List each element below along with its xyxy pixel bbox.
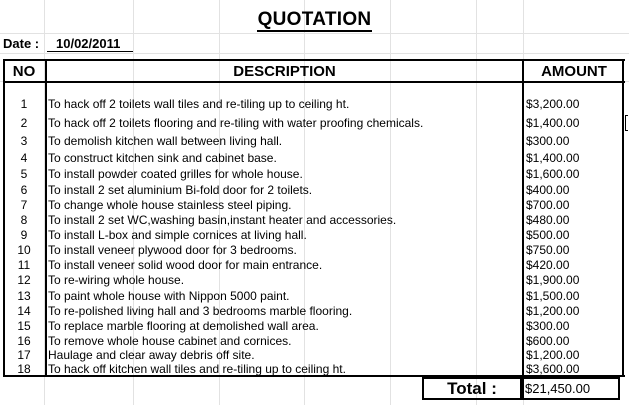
row-amount-cell[interactable]: $1,200.00 bbox=[526, 304, 580, 318]
row-amount-cell[interactable]: $750.00 bbox=[526, 243, 570, 257]
row-number-cell[interactable]: 15 bbox=[17, 319, 31, 333]
quotation-title: QUOTATION bbox=[257, 9, 372, 30]
row-number-cell[interactable]: 11 bbox=[17, 258, 31, 272]
row-number-cell[interactable]: 2 bbox=[20, 116, 28, 130]
row-amount-cell[interactable]: $420.00 bbox=[526, 258, 570, 272]
row-number-cell[interactable]: 12 bbox=[17, 273, 31, 287]
date-cell[interactable]: 10/02/2011 bbox=[47, 35, 133, 52]
row-amount-cell[interactable]: $1,400.00 bbox=[526, 116, 580, 130]
row-number-cell[interactable]: 6 bbox=[20, 183, 28, 197]
header-top-border bbox=[3, 59, 625, 61]
row-number-cell[interactable]: 7 bbox=[20, 198, 28, 212]
row-amount-cell[interactable]: $300.00 bbox=[526, 134, 570, 148]
total-label: Total : bbox=[422, 377, 522, 400]
row-number-cell[interactable]: 9 bbox=[20, 228, 28, 242]
row-description-cell[interactable]: To install veneer plywood door for 3 bedrooms. bbox=[48, 243, 297, 257]
row-number-cell[interactable]: 13 bbox=[17, 289, 31, 303]
row-description-cell[interactable]: To install veneer solid wood door for main entrance. bbox=[48, 258, 323, 272]
table-right-border bbox=[622, 59, 624, 377]
row-number-cell[interactable]: 18 bbox=[17, 362, 31, 376]
row-number-cell[interactable]: 3 bbox=[20, 134, 28, 148]
row-number-cell[interactable]: 14 bbox=[17, 304, 31, 318]
row-number-cell[interactable]: 16 bbox=[17, 334, 31, 348]
row-amount-cell[interactable]: $1,900.00 bbox=[526, 273, 580, 287]
no-description-divider bbox=[45, 59, 47, 377]
row-description-cell[interactable]: To hack off 2 toilets flooring and re-tiling with water proofing chemicals. bbox=[48, 116, 424, 130]
header-bottom-border bbox=[3, 81, 625, 83]
column-header-amount[interactable]: AMOUNT bbox=[541, 63, 607, 80]
column-header-no[interactable]: NO bbox=[12, 63, 36, 80]
row-amount-cell[interactable]: $400.00 bbox=[526, 183, 570, 197]
row-description-cell[interactable]: To paint whole house with Nippon 5000 paint. bbox=[48, 289, 290, 303]
row-amount-cell[interactable]: $600.00 bbox=[526, 334, 570, 348]
cell-selection-edge bbox=[625, 115, 628, 131]
row-number-cell[interactable]: 10 bbox=[17, 243, 31, 257]
row-amount-cell[interactable]: $700.00 bbox=[526, 198, 570, 212]
row-description-cell[interactable]: To construct kitchen sink and cabinet base. bbox=[48, 151, 277, 165]
row-description-cell[interactable]: To replace marble flooring at demolished wall area. bbox=[48, 319, 319, 333]
row-number-cell[interactable]: 1 bbox=[20, 97, 28, 111]
row-amount-cell[interactable]: $1,600.00 bbox=[526, 167, 580, 181]
row-amount-cell[interactable]: $480.00 bbox=[526, 213, 570, 227]
row-number-cell[interactable]: 8 bbox=[20, 213, 28, 227]
row-description-cell[interactable]: To re-polished living hall and 3 bedrooms marble flooring. bbox=[48, 304, 353, 318]
row-description-cell[interactable]: To change whole house stainless steel piping. bbox=[48, 198, 292, 212]
row-amount-cell[interactable]: $3,600.00 bbox=[526, 362, 580, 376]
row-description-cell[interactable]: To demolish kitchen wall between living hall. bbox=[48, 134, 283, 148]
description-amount-divider bbox=[522, 59, 524, 400]
row-description-cell[interactable]: To re-wiring whole house. bbox=[48, 273, 185, 287]
row-description-cell[interactable]: To hack off kitchen wall tiles and re-tiling up to ceiling ht. bbox=[48, 362, 346, 376]
row-amount-cell[interactable]: $1,500.00 bbox=[526, 289, 580, 303]
row-amount-cell[interactable]: $300.00 bbox=[526, 319, 570, 333]
row-amount-cell[interactable]: $1,400.00 bbox=[526, 151, 580, 165]
row-description-cell[interactable]: Haulage and clear away debris off site. bbox=[48, 348, 255, 362]
date-label: Date : bbox=[3, 36, 40, 51]
row-number-cell[interactable]: 5 bbox=[20, 167, 28, 181]
row-number-cell[interactable]: 17 bbox=[17, 348, 31, 362]
row-number-cell[interactable]: 4 bbox=[20, 151, 28, 165]
row-description-cell[interactable]: To install 2 set WC,washing basin,instant heater and accessories. bbox=[48, 213, 397, 227]
row-description-cell[interactable]: To hack off 2 toilets wall tiles and re-tiling up to ceiling ht. bbox=[48, 97, 350, 111]
row-amount-cell[interactable]: $500.00 bbox=[526, 228, 570, 242]
column-header-description[interactable]: DESCRIPTION bbox=[233, 63, 336, 80]
total-amount[interactable]: $21,450.00 bbox=[522, 377, 620, 400]
row-amount-cell[interactable]: $1,200.00 bbox=[526, 348, 580, 362]
row-description-cell[interactable]: To install powder coated grilles for whole house. bbox=[48, 167, 303, 181]
row-description-cell[interactable]: To remove whole house cabinet and cornices. bbox=[48, 334, 292, 348]
row-amount-cell[interactable]: $3,200.00 bbox=[526, 97, 580, 111]
row-description-cell[interactable]: To install L-box and simple cornices at living hall. bbox=[48, 228, 307, 242]
row-description-cell[interactable]: To install 2 set aluminium Bi-fold door for 2 toilets. bbox=[48, 183, 313, 197]
